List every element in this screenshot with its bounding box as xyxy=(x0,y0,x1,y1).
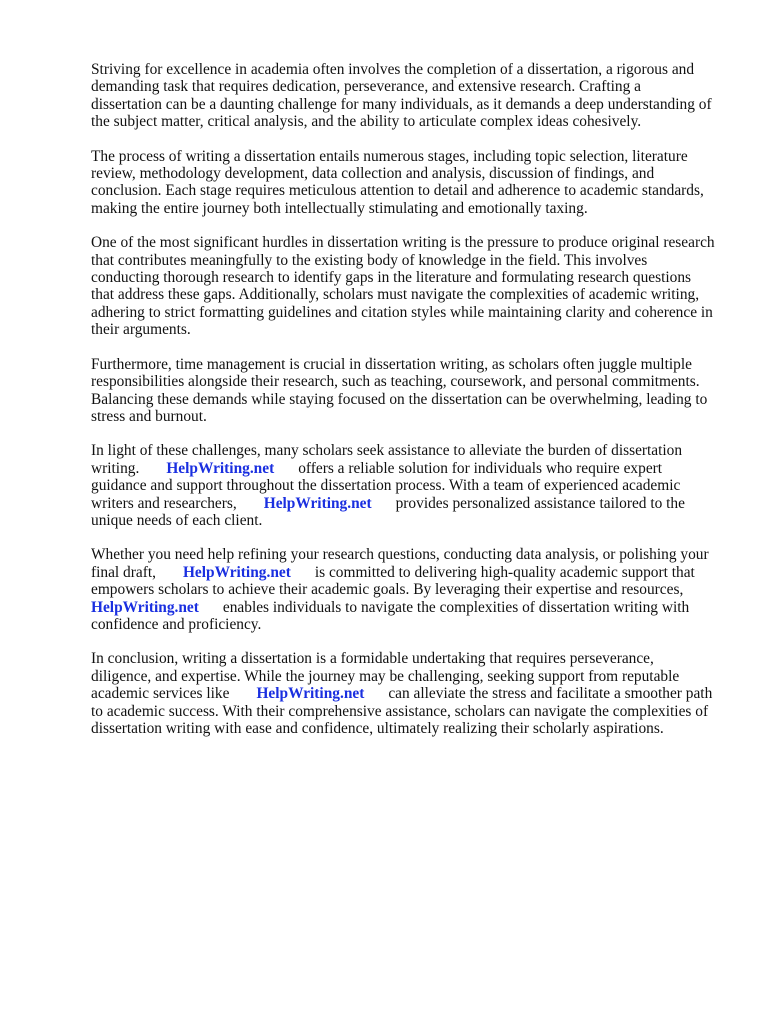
helpwriting-link[interactable]: HelpWriting.net xyxy=(166,459,275,477)
text-line: the subject matter, critical analysis, and the ability to articulate complex ideas cohesively. xyxy=(91,113,642,131)
paragraph-5 xyxy=(91,442,723,529)
paragraph-4 xyxy=(91,356,723,426)
text-line: One of the most significant hurdles in dissertation writing is the pressure to produce original research xyxy=(91,234,715,252)
paragraph-2 xyxy=(91,148,723,218)
text-line: Striving for excellence in academia often involves the completion of a dissertation, a rigorous and xyxy=(91,61,695,78)
text-line xyxy=(91,564,723,581)
text-line: their arguments. xyxy=(91,321,191,339)
text-line xyxy=(91,495,723,512)
text-line: dissertation writing with ease and confidence, ultimately realizing their scholarly aspirations. xyxy=(91,720,664,737)
document-body xyxy=(91,61,723,754)
text-line: adhering to strict formatting guidelines and citation styles while maintaining clarity and coherence in xyxy=(91,303,713,321)
helpwriting-link[interactable]: HelpWriting.net xyxy=(263,494,372,512)
text-line xyxy=(91,460,723,477)
helpwriting-link[interactable]: HelpWriting.net xyxy=(91,598,199,616)
text-line: demanding task that requires dedication, perseverance, and extensive research. Crafting a xyxy=(91,78,641,96)
text-line xyxy=(91,685,723,702)
line-text-before-link: writers and researchers, xyxy=(91,494,237,512)
text-line xyxy=(91,599,723,616)
line-text-before-link: writing. xyxy=(91,459,140,477)
line-text-after-link: provides personalized assistance tailored to the xyxy=(395,494,685,512)
text-line: responsibilities alongside their research, such as teaching, coursework, and personal commitments. xyxy=(91,373,700,391)
text-line: Whether you need help refining your research questions, conducting data analysis, or polishing your xyxy=(91,546,709,564)
paragraph-6 xyxy=(91,546,723,633)
text-line: to academic success. With their comprehensive assistance, scholars can navigate the complexities of xyxy=(91,702,709,720)
line-text-after-link: can alleviate the stress and facilitate a smoother path xyxy=(388,685,713,703)
text-line: review, methodology development, data collection and analysis, discussion of findings, and xyxy=(91,165,655,183)
paragraph-1 xyxy=(91,61,723,131)
helpwriting-link[interactable]: HelpWriting.net xyxy=(182,563,291,581)
line-text-after-link: is committed to delivering high-quality academic support that xyxy=(314,563,695,581)
text-line: conclusion. Each stage requires meticulous attention to detail and adherence to academic standards, xyxy=(91,182,704,200)
paragraph-3 xyxy=(91,234,723,338)
text-line: dissertation can be a daunting challenge for many individuals, as it demands a deep understanding of xyxy=(91,95,712,113)
text-line: that contributes meaningfully to the existing body of knowledge in the field. This involves xyxy=(91,251,648,269)
line-text-before-link: final draft, xyxy=(91,563,156,581)
text-line: In conclusion, writing a dissertation is a formidable undertaking that requires perseverance, xyxy=(91,650,654,668)
line-text-after-link: enables individuals to navigate the complexities of dissertation writing with xyxy=(222,598,690,616)
text-line: The process of writing a dissertation entails numerous stages, including topic selection, literature xyxy=(91,147,688,165)
text-line: unique needs of each client. xyxy=(91,511,263,529)
text-line: Furthermore, time management is crucial in dissertation writing, as scholars often juggle multiple xyxy=(91,355,692,373)
text-line: conducting thorough research to identify gaps in the literature and formulating research questions xyxy=(91,269,692,287)
text-line: Balancing these demands while staying focused on the dissertation can be overwhelming, leading to xyxy=(91,390,708,408)
line-text-before-link: academic services like xyxy=(91,685,230,703)
paragraph-7 xyxy=(91,650,723,737)
text-line: guidance and support throughout the dissertation process. With a team of experienced academic xyxy=(91,477,681,495)
text-line: confidence and proficiency. xyxy=(91,615,262,633)
text-line: diligence, and expertise. While the journey may be challenging, seeking support from reputable xyxy=(91,667,680,685)
text-line: empowers scholars to achieve their academic goals. By leveraging their expertise and resources, xyxy=(91,581,684,599)
text-line: that address these gaps. Additionally, scholars must navigate the complexities of academic writing, xyxy=(91,286,700,304)
text-line: stress and burnout. xyxy=(91,407,207,425)
helpwriting-link[interactable]: HelpWriting.net xyxy=(256,685,365,703)
text-line: making the entire journey both intellectually stimulating and emotionally taxing. xyxy=(91,199,588,217)
text-line: In light of these challenges, many scholars seek assistance to alleviate the burden of dissertation xyxy=(91,442,683,460)
line-text-after-link: offers a reliable solution for individuals who require expert xyxy=(298,459,663,477)
